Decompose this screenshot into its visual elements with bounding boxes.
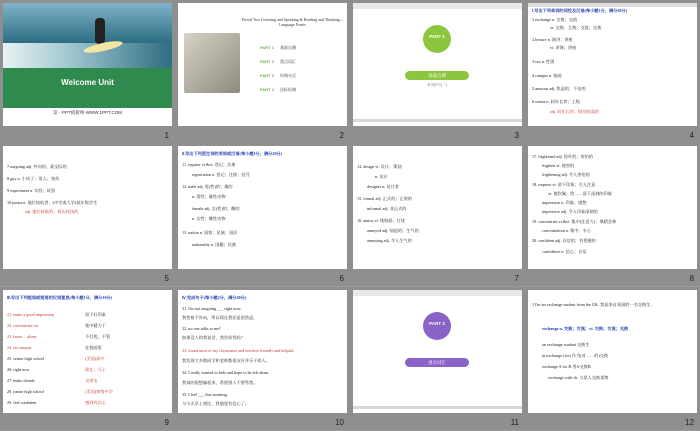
toc-label: 基础自测 [280, 45, 296, 50]
slide-number: 9 [164, 418, 169, 427]
part-label: 基础自测 [405, 71, 469, 80]
line: vt. 交换；互换；交流；兑换 [550, 25, 602, 30]
line: 19. concentrate vi.&vt. 集中(注意力)；聚精会神 [532, 219, 617, 224]
slide-thumbnail-11[interactable] [350, 287, 525, 430]
line: nationality n. 国籍；民族 [192, 242, 237, 247]
phrase: 29. feel confident [7, 400, 37, 405]
line: vi. 使钦佩；给……留下深刻的印象 [548, 191, 612, 196]
line: 34. I really wanted to hide and hope to be left alone. [182, 370, 270, 375]
line: confidence n. 信心；自信 [542, 249, 587, 254]
line: 11. register vt.&vi. 登记；注册 [182, 162, 236, 167]
toc-item [260, 87, 296, 93]
slide-number: 1 [164, 131, 169, 140]
line: 1 I'm an exchange student from the UK. 我是来自英国的一名交换生。 [532, 302, 655, 307]
surfer-figure [95, 18, 105, 44]
slide-thumbnail-12[interactable] [525, 287, 700, 430]
line: 3.sex n. 性别 [532, 59, 555, 64]
line: 我真的很想躲起来，希望别人不要管我。 [182, 380, 258, 385]
line: 我发现大多数同学和老师都很友好并乐于助人。 [182, 358, 270, 363]
line: 10.junior n. 地位较低者；(中学或大学)低年级学生 [7, 200, 98, 205]
phrase: 26. right now [7, 367, 30, 372]
line: n. 男性；雄性动物 [192, 194, 226, 199]
section-title: Ⅰ.写出下列单词的词性及汉语(每小题1分，满分20分) [532, 8, 628, 13]
phrase: 28. junior high school [7, 389, 44, 394]
line: concentration n. 集中；专心 [542, 228, 591, 233]
slide-number: 7 [514, 274, 519, 283]
line: n. 设计 [375, 174, 388, 179]
slide-subtitle: 第一PPT模板网-WWW.1PPT.COM [53, 110, 122, 115]
line: 32. no one talks to me? [182, 326, 221, 331]
line: 7.outgoing adj. 外向的；爱交际的 [7, 164, 67, 169]
slide-thumbnail-1[interactable] [0, 0, 175, 143]
book-image [184, 33, 240, 93]
toc-item [260, 73, 296, 79]
phrase: 22. concentrate on [7, 323, 38, 328]
toc-part: PART 2 [260, 59, 274, 64]
slide-number: 10 [335, 418, 344, 427]
toc-label: 达标检测 [280, 87, 296, 92]
phrase-meaning: (美国)高中 [85, 356, 105, 361]
line: 如果没人和我说话，我会担忧吗？ [182, 335, 245, 340]
line: an exchange student 交换生 [542, 342, 590, 347]
line: 6.senior n. 较年长者；上级 [532, 99, 580, 104]
slide-thumbnail-6[interactable] [175, 143, 350, 286]
top-bar [528, 3, 697, 7]
line: 我性格不外向，所以现在我还是很焦虑。 [182, 315, 258, 320]
line: 8.guy n. 小伙子；男人；家伙 [7, 176, 60, 181]
line: 9.experiment n. 实验；试验 [7, 188, 56, 193]
slide-thumbnail-7[interactable] [350, 143, 525, 286]
slide-title: Welcome Unit [61, 78, 114, 87]
phrase-meaning: 集中精力于 [85, 323, 106, 328]
slide-number: 6 [339, 274, 344, 283]
slide-number: 11 [510, 418, 519, 427]
slide-number: 2 [339, 131, 344, 140]
slide-thumbnail-4[interactable] [525, 0, 700, 143]
phrase: 23. leave ... alone [7, 334, 37, 339]
toc-item [260, 59, 296, 65]
bottom-line [353, 119, 522, 122]
line: 18. impress vt. 留下印象；引人注意 [532, 182, 596, 187]
line: annoyed adj. 恼怒的；生气的 [367, 228, 419, 233]
line: in exchange (for) 作为(对……的)交换 [542, 353, 609, 358]
line: 14. design vt. 设计；策划 [357, 164, 402, 169]
slide-thumbnail-5[interactable] [0, 143, 175, 286]
part-circle: PART 2 [423, 312, 451, 340]
line: 12. male adj. 男(性)的；雄的 [182, 184, 233, 189]
line: 13. nation n. 国家；民族；国民 [182, 230, 238, 235]
slide-number: 8 [689, 274, 694, 283]
slide-thumbnail-10[interactable] [175, 287, 350, 430]
phrase-meaning: 在校园里 [85, 345, 102, 350]
phrase-meaning: 现在；马上 [85, 367, 106, 372]
part-caption: 单词拼写(一) [427, 83, 447, 87]
toc-part: PART 3 [260, 73, 274, 78]
slide-thumbnail-8[interactable] [525, 143, 700, 286]
line: adj. 地位较低的；资历较浅的 [25, 209, 79, 214]
title-band [3, 68, 172, 108]
line: registration n. 登记；注册；挂号 [192, 172, 250, 177]
line: 31. I'm not outgoing ___ right now. [182, 306, 242, 311]
toc-label: 重点词汇 [280, 59, 296, 64]
section-title: Ⅲ.写出下列短语或短语的汉语意思(每小题1分，满分10分) [7, 295, 113, 300]
line: frightening adj. 令人害怕的 [542, 172, 590, 177]
phrase-meaning: 不打扰；不管 [85, 334, 111, 339]
line: 33. found most of my classmates and teachers friendly and helpful. [182, 348, 295, 353]
line: exchange A for B 用A交换B [542, 364, 591, 369]
line: designer n. 设计者 [367, 184, 399, 189]
line: exchange n. 交换；交流；vt. 交换；交流；兑换 [542, 326, 629, 331]
slide-thumbnail-2[interactable] [175, 0, 350, 143]
phrase: 25. senior high school [7, 356, 44, 361]
slide-number: 4 [689, 131, 694, 140]
line: adj. 较年长的；级别较高的 [550, 109, 600, 114]
line: impression n. 印象；感想 [542, 200, 587, 205]
line: 35. I feel ___ this morning. [182, 392, 228, 397]
line: n. 女性；雌性动物 [192, 216, 226, 221]
phrase-meaning: (美国)初级中学 [85, 389, 113, 394]
section-title: Ⅱ.写出下列派生词的英语或汉语(每小题1分，满分20分) [182, 151, 283, 156]
phrase-meaning: 交朋友 [85, 378, 98, 383]
toc-part: PART 4 [260, 87, 274, 92]
line: 2.lecture n. 演讲；讲座 [532, 37, 573, 42]
line: informal adj. 非正式的 [367, 206, 407, 211]
line: 20. confident adj. 自信的；有把握的 [532, 238, 596, 243]
line: frighten vt. 使害怕 [542, 163, 575, 168]
line: 15. formal adj. 正式的；正规的 [357, 196, 413, 201]
phrase: 24. on campus [7, 345, 32, 350]
section-title: Ⅳ.完成句子(每小题2分，满分20分) [182, 295, 247, 300]
phrase-meaning: 感到有信心 [85, 400, 106, 405]
part-label: 重点词汇 [405, 358, 469, 367]
slide-number: 3 [514, 131, 519, 140]
line: 16. annoy vt. 使恼怒；打扰 [357, 218, 406, 223]
part-circle: PART 1 [423, 25, 451, 53]
toc-label: 经典句式 [280, 73, 296, 78]
phrase: 21. make a good impression [7, 312, 55, 317]
line: 5.anxious adj. 焦虑的；不安的 [532, 86, 586, 91]
line: 17. frightened adj. 惊吓的；害怕的 [532, 154, 594, 159]
slide-number: 5 [164, 274, 169, 283]
slide-number: 12 [685, 418, 694, 427]
line: female adj. 女(性)的；雌的 [192, 206, 240, 211]
line: vi. 讲课；讲座 [550, 45, 577, 50]
line: impressive adj. 令人印象深刻的 [542, 209, 598, 214]
line: exchange with sb. 与某人交换某物 [548, 375, 609, 380]
phrase-meaning: 留下好印象 [85, 312, 106, 317]
toc-item [260, 45, 296, 51]
bottom-line [353, 406, 522, 409]
line: 4.campus n. 校园 [532, 73, 562, 78]
line: 1.exchange n. 交换；交流 [532, 17, 578, 22]
line: 与今天早上相比，我感觉有信心了。 [182, 401, 250, 406]
line: annoying adj. 令人生气的 [367, 238, 412, 243]
slide-heading: Period Two Listening and Speaking & Reading and Thinking—Language Points [241, 17, 344, 27]
phrase: 27. make friends [7, 378, 36, 383]
top-bar [353, 3, 522, 9]
slide-thumbnail-3[interactable] [350, 0, 525, 143]
toc-part: PART 1 [260, 45, 274, 50]
slide-thumbnail-9[interactable] [0, 287, 175, 430]
top-bar [353, 290, 522, 296]
